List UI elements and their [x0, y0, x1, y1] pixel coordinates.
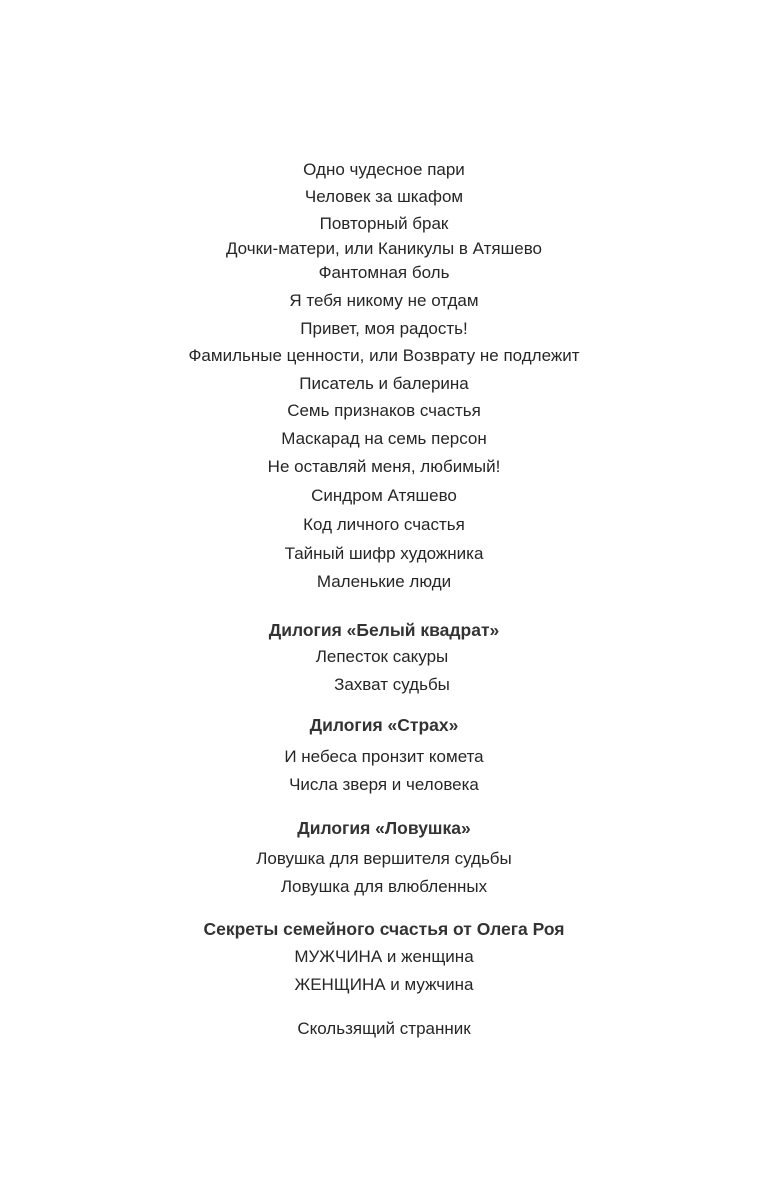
book-title: Маленькие люди: [316, 572, 452, 591]
series-book-title: Ловушка для влюбленных: [280, 877, 488, 896]
series-book-title: И небеса пронзит комета: [284, 747, 484, 766]
book-title: Привет, моя радость!: [300, 319, 468, 338]
book-title: Писатель и балерина: [299, 374, 469, 393]
book-title: Скользящий странник: [297, 1019, 471, 1038]
series-book-title: ЖЕНЩИНА и мужчина: [294, 975, 474, 994]
series-book-title: МУЖЧИНА и женщина: [294, 947, 474, 966]
series-book-title: Числа зверя и человека: [289, 775, 479, 794]
series-heading: Дилогия «Страх»: [309, 715, 459, 735]
book-title: Дочки-матери, или Каникулы в Атяшево: [225, 239, 543, 258]
series-book-title: Лепесток сакуры: [315, 647, 449, 666]
book-title: Человек за шкафом: [304, 187, 464, 206]
series-heading: Секреты семейного счастья от Олега Роя: [203, 919, 565, 939]
book-title: Одно чудесное пари: [303, 160, 465, 179]
book-title: Я тебя никому не отдам: [289, 291, 479, 310]
series-heading: Дилогия «Белый квадрат»: [268, 620, 500, 640]
book-title: Синдром Атяшево: [311, 486, 457, 505]
book-title: Фамильные ценности, или Возврату не подлежит: [188, 346, 580, 365]
series-book-title: Ловушка для вершителя судьбы: [256, 849, 512, 868]
book-title: Повторный брак: [319, 214, 449, 233]
series-heading: Дилогия «Ловушка»: [297, 818, 471, 838]
book-title: Маскарад на семь персон: [281, 429, 487, 448]
book-title: Не оставляй меня, любимый!: [267, 457, 501, 476]
book-title: Фантомная боль: [318, 263, 450, 282]
book-title: Семь признаков счастья: [287, 401, 481, 420]
book-title: Тайный шифр художника: [284, 544, 484, 563]
series-book-title: Захват судьбы: [334, 675, 450, 694]
book-title: Код личного счастья: [303, 515, 465, 534]
